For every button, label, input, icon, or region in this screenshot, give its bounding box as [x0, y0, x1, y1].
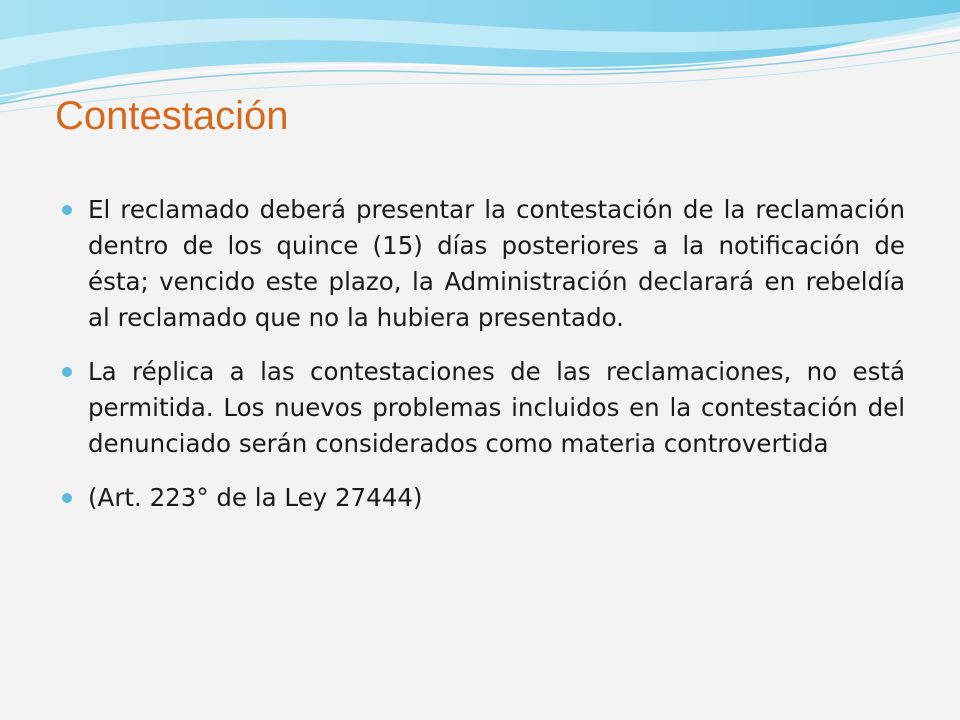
bullet-text: (Art. 223° de la Ley 27444) [88, 483, 423, 512]
bullet-dot-icon [62, 205, 72, 215]
bullet-text: El reclamado deberá presentar la contestación de la reclamación dentro de los quince (15) días posteriores a la notificación de ésta; vencido este plazo, la Administración declarará en rebeldía al reclamado que no la hubiera presentado. [88, 195, 905, 332]
bullet-item [60, 354, 905, 462]
bullet-item [60, 192, 905, 336]
bullet-dot-icon [62, 493, 72, 503]
bullet-list [60, 192, 905, 534]
slide-title: Contestación [55, 94, 289, 138]
bullet-item [60, 480, 905, 516]
bullet-dot-icon [62, 367, 72, 377]
bullet-text: La réplica a las contestaciones de las reclamaciones, no está permitida. Los nuevos problemas incluidos en la contestación del denunciado serán considerados como materia controvertida [88, 357, 905, 458]
